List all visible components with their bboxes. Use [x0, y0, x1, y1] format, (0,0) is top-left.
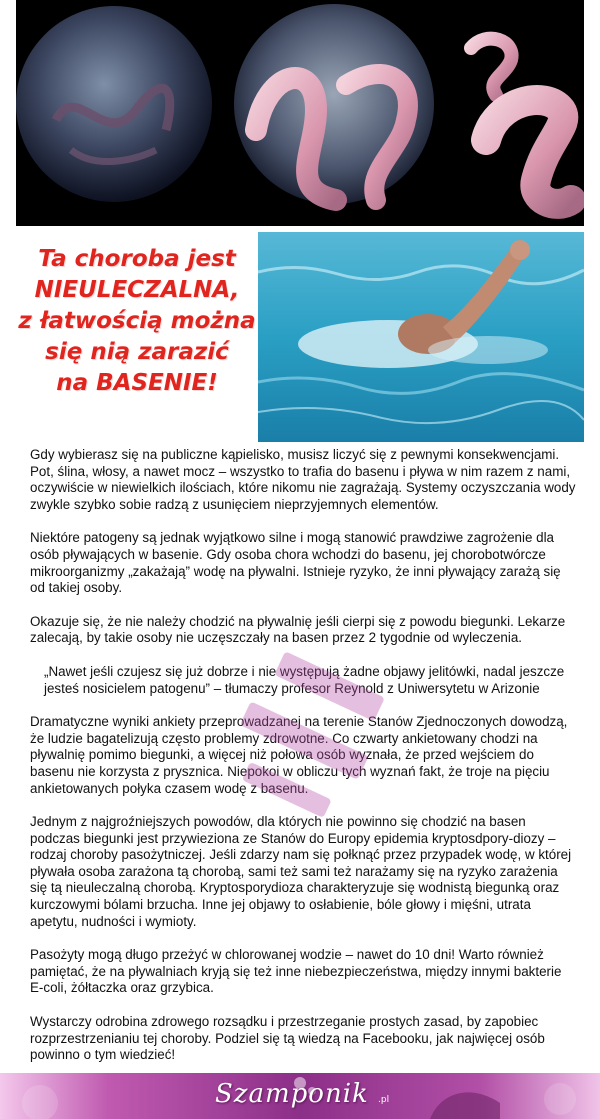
article-paragraph: Pasożyty mogą długo przeżyć w chlorowanej wodzie – nawet do 10 dni! Warto również pamiętać, że na pływalniach kryją się też inne niebezpieczeństwa, między innymi bakterie E-coli, żółtaczka oraz grzybica.: [30, 947, 562, 996]
headline-line: Ta choroba jest: [38, 246, 236, 272]
headline-line: NIEULECZALNA,: [34, 277, 240, 303]
brand-domain: .pl: [378, 1095, 390, 1105]
article-paragraph: Gdy wybierasz się na publiczne kąpielisko, musisz liczyć się z pewnymi konsekwencjami. Pot, ślina, włosy, a nawet mocz – wszystko to trafia do basenu i pływa w nim razem z nami, oczywiście w niewielkich ilościach, które nikomu nie zagrażają. Systemy oczyszczania wody zwykle szybko sobie radzą z usunięciem nieprzyjemnych elementów.: [30, 447, 576, 512]
cyst-left: [16, 6, 212, 202]
article-paragraph: Niektóre patogeny są jednak wyjątkowo silne i mogą stanowić prawdziwe zagrożenie dla osób pływających w basenie. Gdy osoba chora wchodzi do basenu, jej chorobotwórcze mikroorganizmy „zakażają” wodę na pływalni. Istnieje ryzyko, że inni pływający zarażą się od takiej osoby.: [30, 530, 561, 596]
swimmer-photo: [258, 232, 584, 442]
article-quote: „Nawet jeśli czujesz się już dobrze i nie występują żadne objawy jelitówki, nadal jeszcze jesteś nosicielem patogenu” – tłumaczy profesor Reynold z Uniwersytetu w Arizonie: [44, 663, 565, 696]
brand-logo[interactable]: Szamponik: [215, 1079, 369, 1109]
headline-line: się nią zarazić: [45, 339, 229, 365]
headline-line: na BASENIE!: [56, 370, 218, 396]
article-paragraph: Wystarczy odrobina zdrowego rozsądku i przestrzeganie prostych zasad, by zapobiec rozprzestrzenianiu tej choroby. Podziel się tą wiedzą na Facebooku, jak najwięcej osób powinno o tym wiedzieć!: [30, 1014, 545, 1063]
parasite-microscope-image: [16, 0, 584, 226]
article-paragraph: Jednym z najgroźniejszych powodów, dla których nie powinno się chodzić na basen podczas biegunki jest przywieziona ze Stanów do Europy epidemia kryptosdpory-diozy – rodzaj choroby pasożytniczej. Jeśli zdarzy nam się połknąć przez przypadek wodę, w której pływała osoba zarażona tą chorobą, sami też sami też narażamy się na ryzyko zarażenia się tą nieuleczalną chorobą. Kryptosporydioza charakteryzuje się wodnistą biegunką oraz kurczowymi bólami brzucha. Inne jej objawy to osłabienie, bóle głowy i mięśni, utrata apetytu, nudności i wymioty.: [30, 814, 572, 929]
headline-line: z łatwością można: [18, 308, 256, 334]
article-paragraph: Okazuje się, że nie należy chodzić na pływalnię jeśli cierpi się z powodu biegunki. Lekarze zalecają, by takie osoby nie uczęszczały na basen przez 2 tygodnie od wyleczenia.: [30, 613, 566, 646]
headline: [16, 236, 258, 444]
site-footer: [0, 1073, 600, 1119]
article-body: [30, 447, 578, 1081]
article-paragraph: Dramatyczne wyniki ankiety przeprowadzanej na terenie Stanów Zjednoczonych dowodzą, że ludzie bagatelizują często problemy zdrowotne. Co czwarty ankietowany chodzi na pływalnię pomimo biegunki, a więcej niż połowa osób wyznała, że przed wejściem do basenu nie korzysta z prysznica. Niepokoi w obliczu tych wyznań fakt, że troje na pięciu ankietowanych połyka czasem wodę z basenu.: [30, 714, 568, 796]
